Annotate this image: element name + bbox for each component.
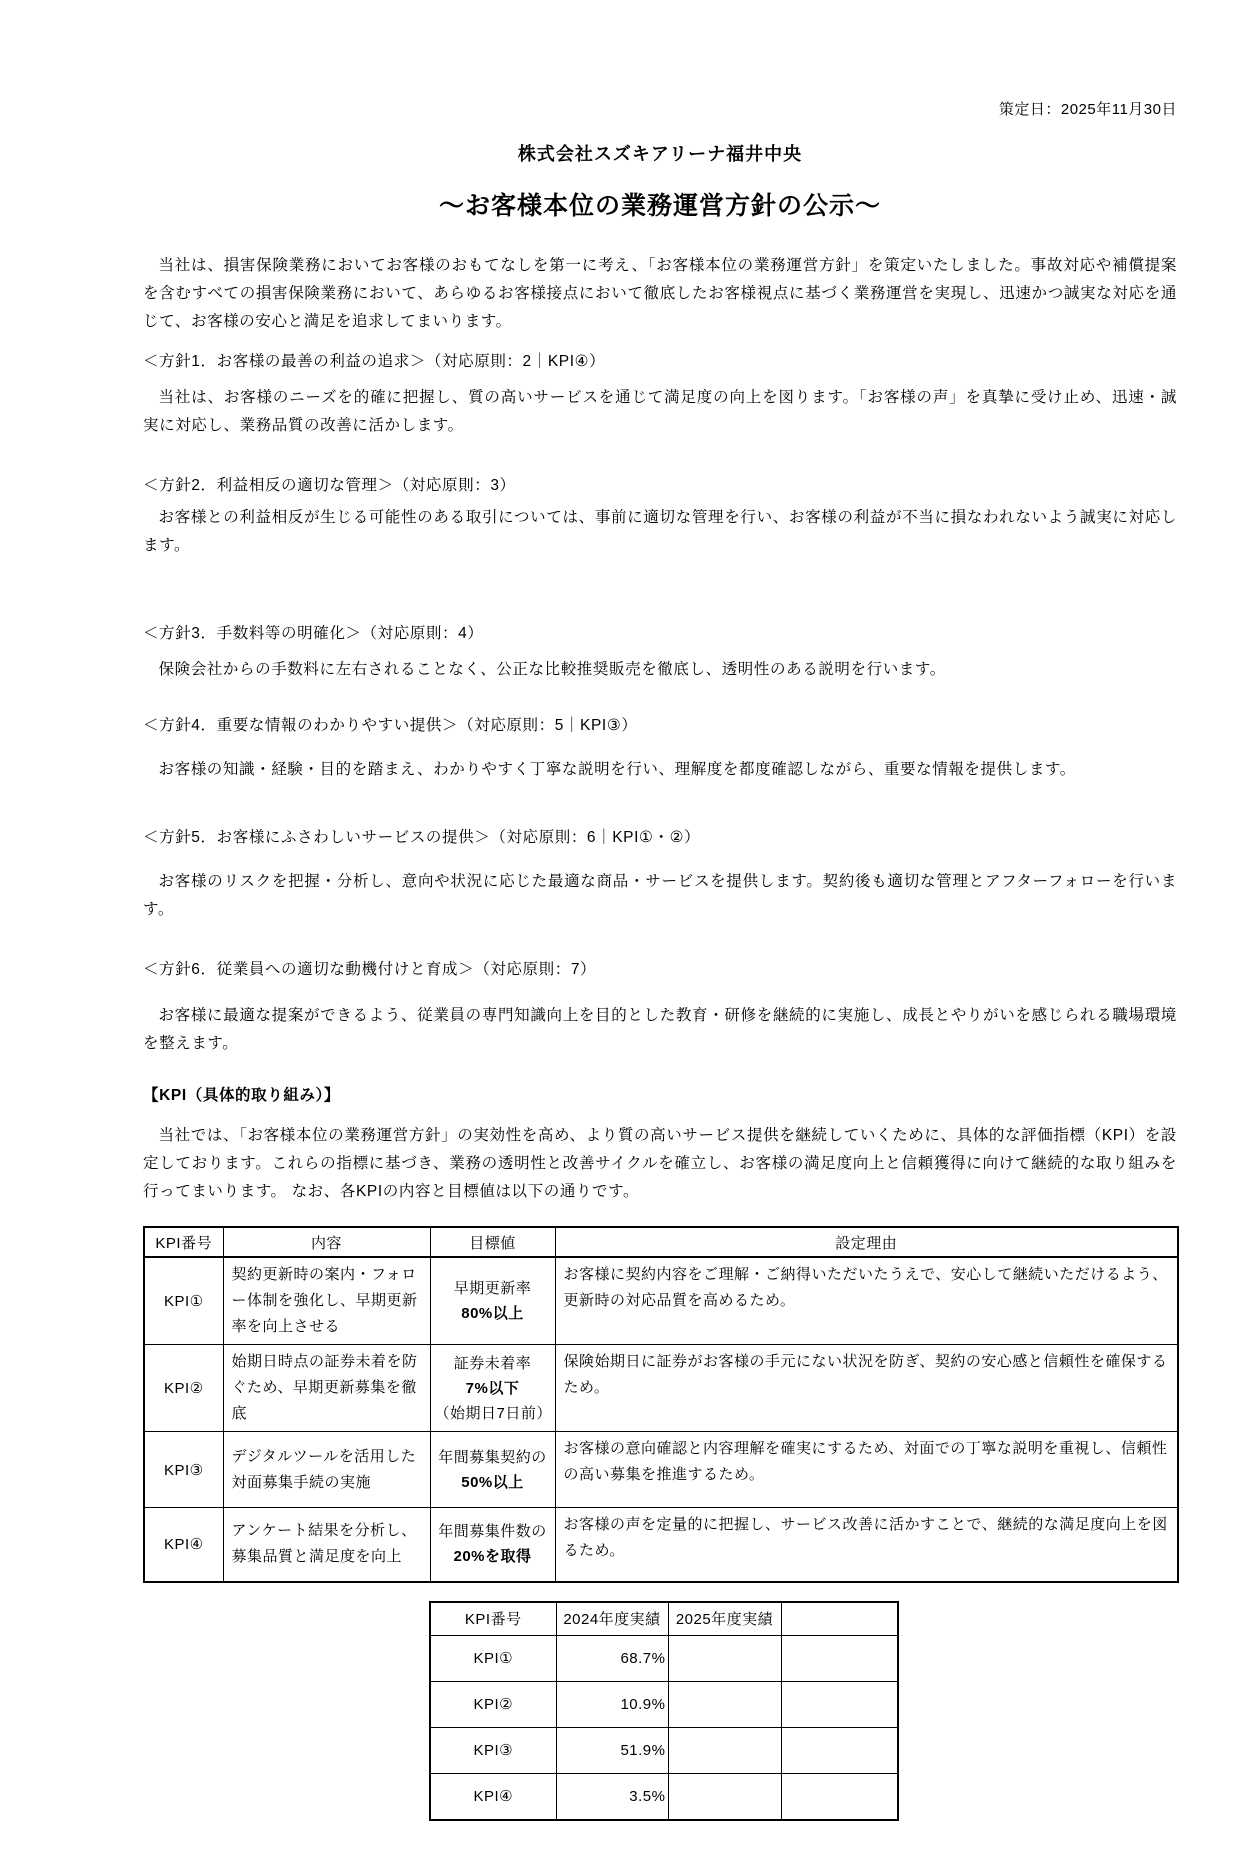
kpi-2-reason: 保険始期日に証券がお客様の手元にない状況を防ぎ、契約の安心感と信頼性を確保するため。 bbox=[555, 1345, 1178, 1432]
kpi-3-content: デジタルツールを活用した対面募集手続の実施 bbox=[223, 1432, 430, 1508]
results-1-2025-value bbox=[668, 1635, 781, 1681]
kpi-1-target bbox=[430, 1257, 555, 1345]
results-row-4 bbox=[430, 1773, 898, 1820]
results-3-number: KPI③ bbox=[430, 1727, 556, 1773]
policy-section-2 bbox=[143, 472, 1177, 560]
results-2-2024-value: 10.9% bbox=[556, 1681, 668, 1727]
document-title: ～お客様本位の業務運営方針の公示～ bbox=[438, 192, 881, 220]
kpi-2-number: KPI② bbox=[144, 1345, 223, 1432]
kpi-table-row-3 bbox=[144, 1432, 1178, 1508]
intro-paragraph: 当社は、損害保険業務においてお客様のおもてなしを第一に考え、「お客様本位の業務運営方針」を策定いたしました。事故対応や補償提案を含むすべての損害保険業務において、あらゆるお客様接点において徹底したお客様視点に基づく業務運営を実現し、迅速かつ誠実な対応を通じて、お客様の安心と満足を追求してまいります。 bbox=[143, 257, 1177, 330]
kpi-table-header-target: 目標値 bbox=[430, 1227, 555, 1257]
kpi-2-target bbox=[430, 1345, 555, 1432]
formulation-date: 策定日：2025年11月30日 bbox=[998, 101, 1177, 118]
kpi-table-header-row bbox=[144, 1227, 1178, 1257]
kpi-4-content: アンケート結果を分析し、募集品質と満足度を向上 bbox=[223, 1508, 430, 1582]
results-row-3 bbox=[430, 1727, 898, 1773]
results-4-2024-value: 3.5% bbox=[556, 1773, 668, 1820]
policy-2-body: お客様との利益相反が生じる可能性のある取引については、事前に適切な管理を行い、お客様の利益が不当に損なわれないよう誠実に対応します。 bbox=[143, 509, 1177, 554]
policy-6-body: お客様に最適な提案ができるよう、従業員の専門知識向上を目的とした教育・研修を継続的に実施し、成長とやりがいを感じられる職場環境を整えます。 bbox=[143, 1007, 1177, 1052]
kpi-2-target-value: 7%以下 bbox=[465, 1379, 520, 1397]
kpi-1-reason: お客様に契約内容をご理解・ご納得いただいたうえで、安心して継続いただけるよう、更新時の対応品質を高めるため。 bbox=[555, 1257, 1178, 1345]
policy-section-1 bbox=[143, 348, 1177, 440]
kpi-table bbox=[143, 1226, 1179, 1583]
policy-5-heading: ＜方針5．お客様にふさわしいサービスの提供＞（対応原則：6｜KPI①・②） bbox=[143, 829, 701, 846]
results-1-extra-cell bbox=[781, 1635, 898, 1681]
kpi-3-target bbox=[430, 1432, 555, 1508]
kpi-1-target-line1: 早期更新率 bbox=[453, 1280, 532, 1297]
policy-3-body: 保険会社からの手数料に左右されることなく、公正な比較推奨販売を徹底し、透明性のある説明を行います。 bbox=[158, 661, 946, 678]
policy-3-heading: ＜方針3．手数料等の明確化＞（対応原則：4） bbox=[143, 625, 484, 642]
results-3-extra-cell bbox=[781, 1727, 898, 1773]
kpi-table-header-reason: 設定理由 bbox=[555, 1227, 1178, 1257]
kpi-results-table bbox=[429, 1601, 899, 1821]
kpi-2-target-note: （始期日7日前） bbox=[434, 1404, 552, 1422]
kpi-4-number: KPI④ bbox=[144, 1508, 223, 1582]
kpi-intro-paragraph: 当社では、「お客様本位の業務運営方針」の実効性を高め、より質の高いサービス提供を継続していくために、具体的な評価指標（KPI）を設定しております。これらの指標に基づき、業務の透明性と改善サイクルを確立し、お客様の満足度向上と信頼獲得に向けて継続的な取り組みを行ってまいります。 なお、各KPIの内容と目標値は以下の通りです。 bbox=[143, 1127, 1177, 1200]
kpi-3-target-value: 50%以上 bbox=[461, 1473, 524, 1491]
results-header-2024: 2024年度実績 bbox=[556, 1602, 668, 1636]
policy-section-4 bbox=[143, 712, 1177, 784]
kpi-table-row-1 bbox=[144, 1257, 1178, 1345]
kpi-table-row-2 bbox=[144, 1345, 1178, 1432]
kpi-3-reason: お客様の意向確認と内容理解を確実にするため、対面での丁寧な説明を重視し、信頼性の高い募集を推進するため。 bbox=[555, 1432, 1178, 1508]
results-row-1 bbox=[430, 1635, 898, 1681]
results-header-2025: 2025年度実績 bbox=[668, 1602, 781, 1636]
kpi-table-header-content: 内容 bbox=[223, 1227, 430, 1257]
results-1-2024-value: 68.7% bbox=[556, 1635, 668, 1681]
results-header-no: KPI番号 bbox=[430, 1602, 556, 1636]
kpi-4-target bbox=[430, 1508, 555, 1582]
policy-6-heading: ＜方針6．従業員への適切な動機付けと育成＞（対応原則：7） bbox=[143, 961, 597, 978]
policy-4-body: お客様の知識・経験・目的を踏まえ、わかりやすく丁寧な説明を行い、理解度を都度確認しながら、重要な情報を提供します。 bbox=[158, 761, 1076, 778]
kpi-3-number: KPI③ bbox=[144, 1432, 223, 1508]
kpi-section-heading: 【KPI（具体的取り組み）】 bbox=[143, 1087, 340, 1104]
policy-2-heading: ＜方針2．利益相反の適切な管理＞（対応原則：3） bbox=[143, 477, 516, 494]
policy-section-3 bbox=[143, 620, 1177, 684]
policy-1-body: 当社は、お客様のニーズを的確に把握し、質の高いサービスを通じて満足度の向上を図ります。「お客様の声」を真摯に受け止め、迅速・誠実に対応し、業務品質の改善に活かします。 bbox=[143, 389, 1177, 434]
kpi-4-reason: お客様の声を定量的に把握し、サービス改善に活かすことで、継続的な満足度向上を図るため。 bbox=[555, 1508, 1178, 1582]
company-name: 株式会社スズキアリーナ福井中央 bbox=[517, 144, 803, 164]
results-2-extra-cell bbox=[781, 1681, 898, 1727]
policy-section-5 bbox=[143, 824, 1177, 924]
results-1-number: KPI① bbox=[430, 1635, 556, 1681]
results-2-number: KPI② bbox=[430, 1681, 556, 1727]
results-3-2024-value: 51.9% bbox=[556, 1727, 668, 1773]
policy-section-6 bbox=[143, 956, 1177, 1058]
results-2-2025-value bbox=[668, 1681, 781, 1727]
results-4-2025-value bbox=[668, 1773, 781, 1820]
results-table-header-row bbox=[430, 1602, 898, 1636]
kpi-4-target-value: 20%を取得 bbox=[453, 1548, 532, 1566]
kpi-table-header-no: KPI番号 bbox=[144, 1227, 223, 1257]
policy-4-heading: ＜方針4．重要な情報のわかりやすい提供＞（対応原則：5｜KPI③） bbox=[143, 717, 638, 734]
kpi-4-target-line1: 年間募集件数の bbox=[438, 1523, 547, 1541]
results-row-2 bbox=[430, 1681, 898, 1727]
kpi-1-target-value: 80%以上 bbox=[461, 1305, 524, 1322]
policy-5-body: お客様のリスクを把握・分析し、意向や状況に応じた最適な商品・サービスを提供します。契約後も適切な管理とアフターフォローを行います。 bbox=[143, 873, 1177, 918]
results-3-2025-value bbox=[668, 1727, 781, 1773]
kpi-table-row-4 bbox=[144, 1508, 1178, 1582]
results-4-number: KPI④ bbox=[430, 1773, 556, 1820]
kpi-2-content: 始期日時点の証券未着を防ぐため、早期更新募集を徹底 bbox=[223, 1345, 430, 1432]
kpi-1-content: 契約更新時の案内・フォロー体制を強化し、早期更新率を向上させる bbox=[223, 1257, 430, 1345]
policy-1-heading: ＜方針1．お客様の最善の利益の追求＞（対応原則：2｜KPI④） bbox=[143, 353, 606, 370]
results-header-blank bbox=[781, 1602, 898, 1636]
kpi-2-target-line1: 証券未着率 bbox=[453, 1354, 532, 1372]
kpi-3-target-line1: 年間募集契約の bbox=[438, 1448, 547, 1466]
kpi-1-number: KPI① bbox=[144, 1257, 223, 1345]
results-4-extra-cell bbox=[781, 1773, 898, 1820]
